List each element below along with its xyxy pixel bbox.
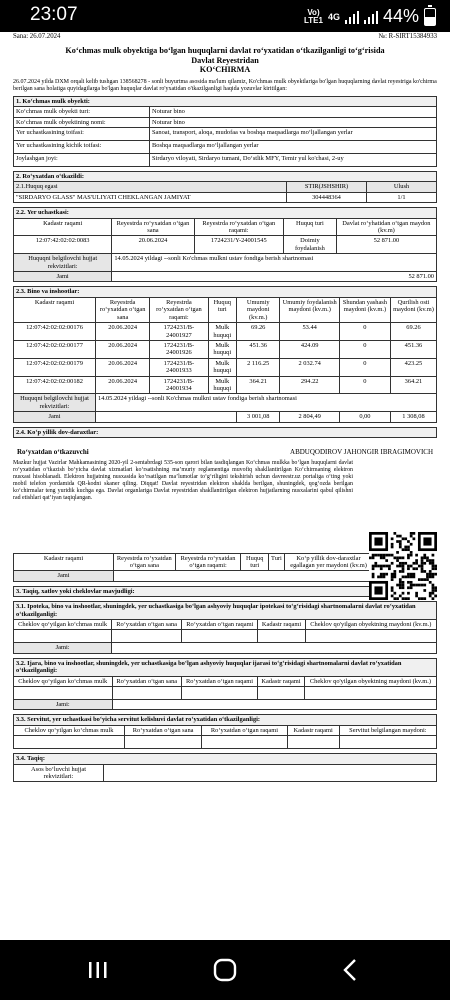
battery-icon xyxy=(424,8,436,26)
qr-code[interactable] xyxy=(369,532,437,600)
table-row: 12:07:42:02:02:00176 20.06.2024 1724231/B-24001927 Mulk huquqi 69.26 53.44 0 69.26 xyxy=(14,323,437,341)
recents-button[interactable] xyxy=(68,952,128,988)
section-land-plot: 2.2. Yer uchastkasi: Kadastr raqami Reyestrda ro‘yxatdan o‘tgan sana Reyestrda ro‘yxatdan o‘tgan raqami: Huquq turi Davlat ro‘yhatidan o‘tgan maydon (kv.m) 12:07:42:02:02:0083 20.06.2024 1724231/Y-24001545 Doimiy foydalanish 52 871.00 Huquqni belgilovchi hujjat rekvizitlari: 14.05.2024 yildagi --sonli Ko'chmas mulkni ustav fondiga berish shartnomasi Jami 52 871.00 xyxy=(13,207,437,282)
back-icon xyxy=(340,958,360,982)
battery-percent: 44% xyxy=(382,6,419,26)
status-bar xyxy=(0,0,450,32)
doc-date: Sana: 26.07.2024 xyxy=(13,33,61,40)
section-perennial-trees-title: 2.4. Ko‘p yillik dov-daraxtlar: xyxy=(13,427,437,438)
table-row: 12:07:42:02:02:00177 20.06.2024 1724231/B-24001926 Mulk huquqi 451.36 424.09 0 451.36 xyxy=(14,340,437,358)
doc-intro: 26.07.2024 yilda DXM orqali kelib tushgan 138568278 - sonli buyurtma asosida ma'lum qilamiz, Ko'chmas mulk obyektlariga bo'lgan huquqlarning davlat reyestriga ko'chirma berilgan sana holatiga quyidagilarga bo'lgan huquqlar davlat ro'yxatidan o'tkazilganligi haqida yozuvlar kiritilgan: xyxy=(13,78,437,92)
recents-icon xyxy=(86,960,110,980)
section-lease: 3.2. Ijara, bino va inshootlar, shuningdek, yer uchastkasiga bo‘lgan ashyoviy huquqlar ijarasi to‘g‘risidagi shartnomalarni davlat ro‘yxatidan o‘tkazilganligi: Cheklov qo‘yilgan ko‘chmas mulk Ro‘yxatdan o‘tgan sana Ro‘yxatdan o‘tgan raqami Kadastr raqami Cheklov qo'yilgan obyektning maydoni (kv.m.) Jami: xyxy=(13,658,437,711)
section-restrictions: 3. Taqiq, xatlov yoki cheklovlar mavjudligi: xyxy=(13,586,437,597)
table-row: 12:07:42:02:02:0083 20.06.2024 1724231/Y-24001545 Doimiy foydalanish 52 871.00 xyxy=(14,236,437,254)
document-viewer[interactable] xyxy=(0,32,450,940)
owner-share: 1/1 xyxy=(367,192,437,202)
section-servitude: 3.3. Servitut, yer uchastkasi bo‘yicha servitut kelishuvi davlat ro‘yxatidan o‘tkazilganligi: Cheklov qo‘yilgan ko‘chmas mulk Ro‘yxatdan o‘tgan sana Ro‘yxatdan o‘tgan raqami Kadastr raqami Servitut belgilangan maydoni: xyxy=(13,714,437,749)
owner-name: "SIRDARYO GLASS" MAS'ULIYATI CHEKLANGAN JAMIYAT xyxy=(14,192,287,202)
owner-stir: 304448364 xyxy=(287,192,367,202)
section-buildings: 2.3. Bino va inshootlar: Kadastr raqami Reyestrda ro‘yxatdan o‘tgan sana Reyestrda ro‘yxatdan o‘tgan raqami: Huquq turi Umumiy maydoni (kv.m.) Umumiy foydalanish maydoni (kv.m.) Shundan yashash maydoni (kv.m.) Qurilish osti maydoni (kv.m) 12:07:42:02:02:00176 20.06.2024 1724231/B-24001927 Mulk huquqi 69.26 53.44 0 69.26 12:07:42:02:02:00177 20.06.2024 1724231/B-24001926 Mulk huquqi 451.36 424.09 0 451.36 12:07:42:02:02:00179 20.06.2024 1724231/B-24001933 Mulk huquqi 2 116.25 2 032.74 0 423.25 12:07:42:02:02:00182 20.06.2024 1724231/B-24001934 Mulk huquqi 364.21 294.22 0 364.21 Huquqni belgilovchi hujjat rekvizitlari: 14.05.2024 yildagi --sonli Ko'chmas mulkni ustav fondiga berish shartnomasi Jami 3 001,08 2 804,49 0,00 1 308,08 xyxy=(13,286,437,422)
section-perennial-trees: Kadastr raqami Reyestrda ro‘yxatdan o‘tgan sana Reyestrda ro‘yxatdan o‘tgan raqami: Huquq turi Turi Ko‘p yillik dov-daraxtlar egallagan yer maydoni (kv.m) Jami xyxy=(13,553,437,582)
section-registered-owner: 2. Ro‘yxatdan o‘tkazildi: 2.1.Huquq egasi STIR(JSHSHIR) Ulush "SIRDARYO GLASS" MAS'ULIYATI CHEKLANGAN JAMIYAT 304448364 1/1 xyxy=(13,171,437,203)
signal-2-icon xyxy=(364,10,378,24)
section-property-object: 1. Ko‘chmas mulk obyekti: Ko‘chmas mulk obyekti turi: Noturar bino Ko‘chmas mulk obyektining nomi: Noturar bino Yer uchastkasining toifasi: Sanoat, transport, aloqa, mudofaa va boshqa maqsadlarga mo‘ljallangan yerlar Yer uchastkasining kichik toifasi: Boshqa maqsadlarga mo‘ljallangan yerlar Joylashgan joyi: Sirdaryo viloyati, Sirdaryo tumani, Do‘stlik MFY, Temir yul ko'chasi, 2-uy xyxy=(13,96,437,167)
section-title: 1. Ko‘chmas mulk obyekti: xyxy=(14,96,437,106)
home-button[interactable] xyxy=(195,952,255,988)
table-row: 12:07:42:02:02:00179 20.06.2024 1724231/B-24001933 Mulk huquqi 2 116.25 2 032.74 0 423.25 xyxy=(14,358,437,376)
volte-indicator: Vo) LTE1 xyxy=(303,7,323,25)
signal-1-icon xyxy=(345,10,359,24)
legal-notice: Mazkur hujjat Vazirlar Mahkamasining 2020-yil 2-sentabrdagi 535-son qarori bilan tasdiqlangan Ko‘chmas mulkka bo‘lgan huquqlarni davlat ro‘yxatidan o‘tkazish bo‘yicha davlat xizmatlari ko‘rsatishning ma’muriy reglamentiga muvofiq shakllantirilgan Ko‘chirmaning elektron nusxasi hisoblanadi. Elektron hujjatning nusxasida ko‘rsatilgan ma’lumotlar to‘g‘riligini tekshirish uchun davreestr.uz portaliga o‘ting yoki mobil telefon yordamida QR-kodni skaner qiling. Diqqat! Davlat reyestridan elektron shaklda berilgan, shuningdek, qog‘ozda berilgan ko‘chirmalar teng yuridik kuchga ega. Davlat organlariga Davlat reyestridan shakllantirilgan elektron hujjatlarning nusxalarini qabul qilishni rad etishlari qat’iyan taqiqlangan. xyxy=(13,459,353,502)
section-prohibition: 3.4. Taqiq: Asos bo‘luvchi hujjat rekvizitlari: xyxy=(13,753,437,782)
section-mortgage: 3.1. Ipoteka, bino va inshootlar, shuningdek, yer uchastkasiga bo‘lgan ashyoviy huquqlar ipotekasi to‘g‘risidagi shartnomalarni davlat ro‘yxatidan o‘tkazilganligi: Cheklov qo‘yilgan ko‘chmas mulk Ro‘yxatdan o‘tgan sana Ro‘yxatdan o‘tgan raqami Kadastr raqami Cheklov qo'yilgan obyektning maydoni (kv.m.) Jami: xyxy=(13,601,437,654)
back-button[interactable] xyxy=(320,952,380,988)
navigation-bar xyxy=(0,940,450,1000)
home-icon xyxy=(212,957,238,983)
network-type: 4G xyxy=(327,11,340,22)
status-icons xyxy=(304,6,436,27)
doc-title: Ko‘chmas mulk obyektiga bo‘lgan huquqlarni davlat ro‘yxatidan o‘tkazilganligi to‘g‘risida Davlat Reyestridan KO‘CHIRMA xyxy=(65,46,385,75)
registrar-signature: Ro‘yxatdan o‘tkazuvchi ABDUQODIROV JAHONGIR IBRAGIMOVICH xyxy=(17,447,433,456)
clock: 23:07 xyxy=(30,4,78,25)
doc-header xyxy=(13,33,437,40)
table-row: 12:07:42:02:02:00182 20.06.2024 1724231/B-24001934 Mulk huquqi 364.21 294.22 0 364.21 xyxy=(14,376,437,394)
doc-number: №: R-SIRT15384933 xyxy=(378,33,437,40)
